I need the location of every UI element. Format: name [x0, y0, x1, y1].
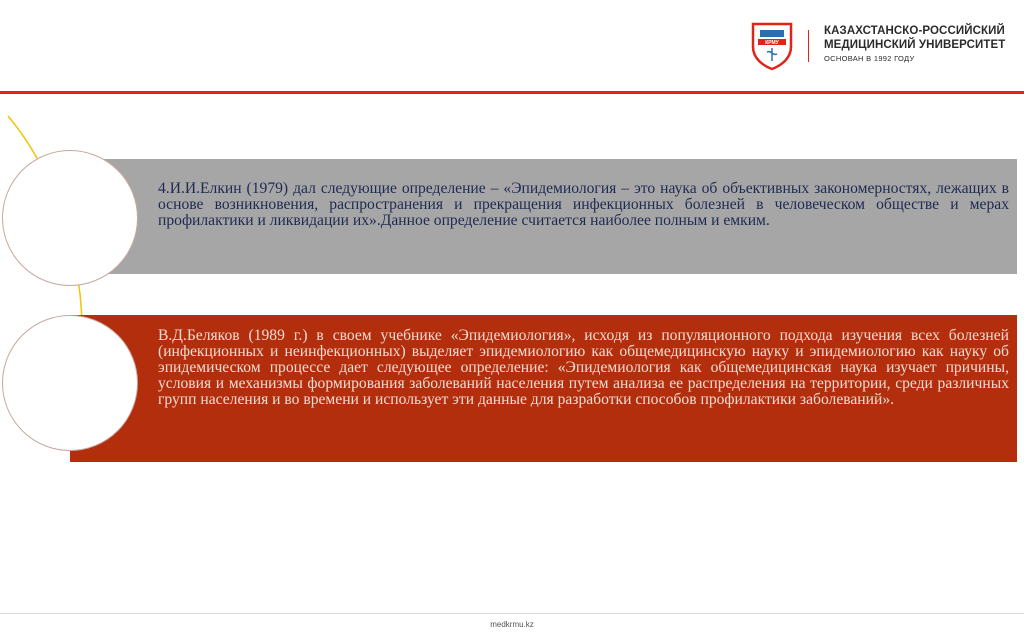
logo-text: КРМУ [765, 40, 779, 46]
university-name-line2: МЕДИЦИНСКИЙ УНИВЕРСИТЕТ [824, 39, 1006, 51]
definition-text-elkin: 4.И.И.Елкин (1979) дал следующие определение – «Эпидемиология – это наука об объективных закономерностях, лежащих в основе возникновения, распространения и прекращения инфекционных болезней в человеческом обществе и мерах профилактики и ликвидации их».Данное определение считается наиболее полным и емким. [158, 180, 1009, 229]
decorative-circle [2, 150, 138, 286]
logo-divider [808, 30, 809, 62]
footer-divider [0, 613, 1024, 614]
header [0, 0, 1024, 92]
university-logo [750, 21, 794, 71]
definition-block-elkin [70, 159, 1017, 274]
university-name [824, 24, 1005, 52]
definition-text-belyakov: В.Д.Беляков (1989 г.) в своем учебнике «Эпидемиология», исходя из популяционного подхода изучения всех болезней (инфекционных и неинфекционных) выделяет эпидемиологию как общемедицинскую науку и эпидемиологию как науку об эпидемическом процессе дает следующее определение: «Эпидемиология как общемедицинская наука изучает причины, условия и механизмы формирования заболеваний населения путем анализа ее распределения на территории, среди различных групп населения и во времени и использует эти данные для разработки способов профилактики заболеваний». [158, 327, 1009, 408]
definition-block-belyakov [70, 315, 1017, 462]
founded-caption: ОСНОВАН В 1992 ГОДУ [824, 54, 915, 63]
footer-url: medkrmu.kz [490, 620, 534, 629]
header-divider [0, 91, 1024, 94]
decorative-circle [2, 315, 138, 451]
university-name-line1: КАЗАХСТАНСКО-РОССИЙСКИЙ [824, 25, 1005, 37]
